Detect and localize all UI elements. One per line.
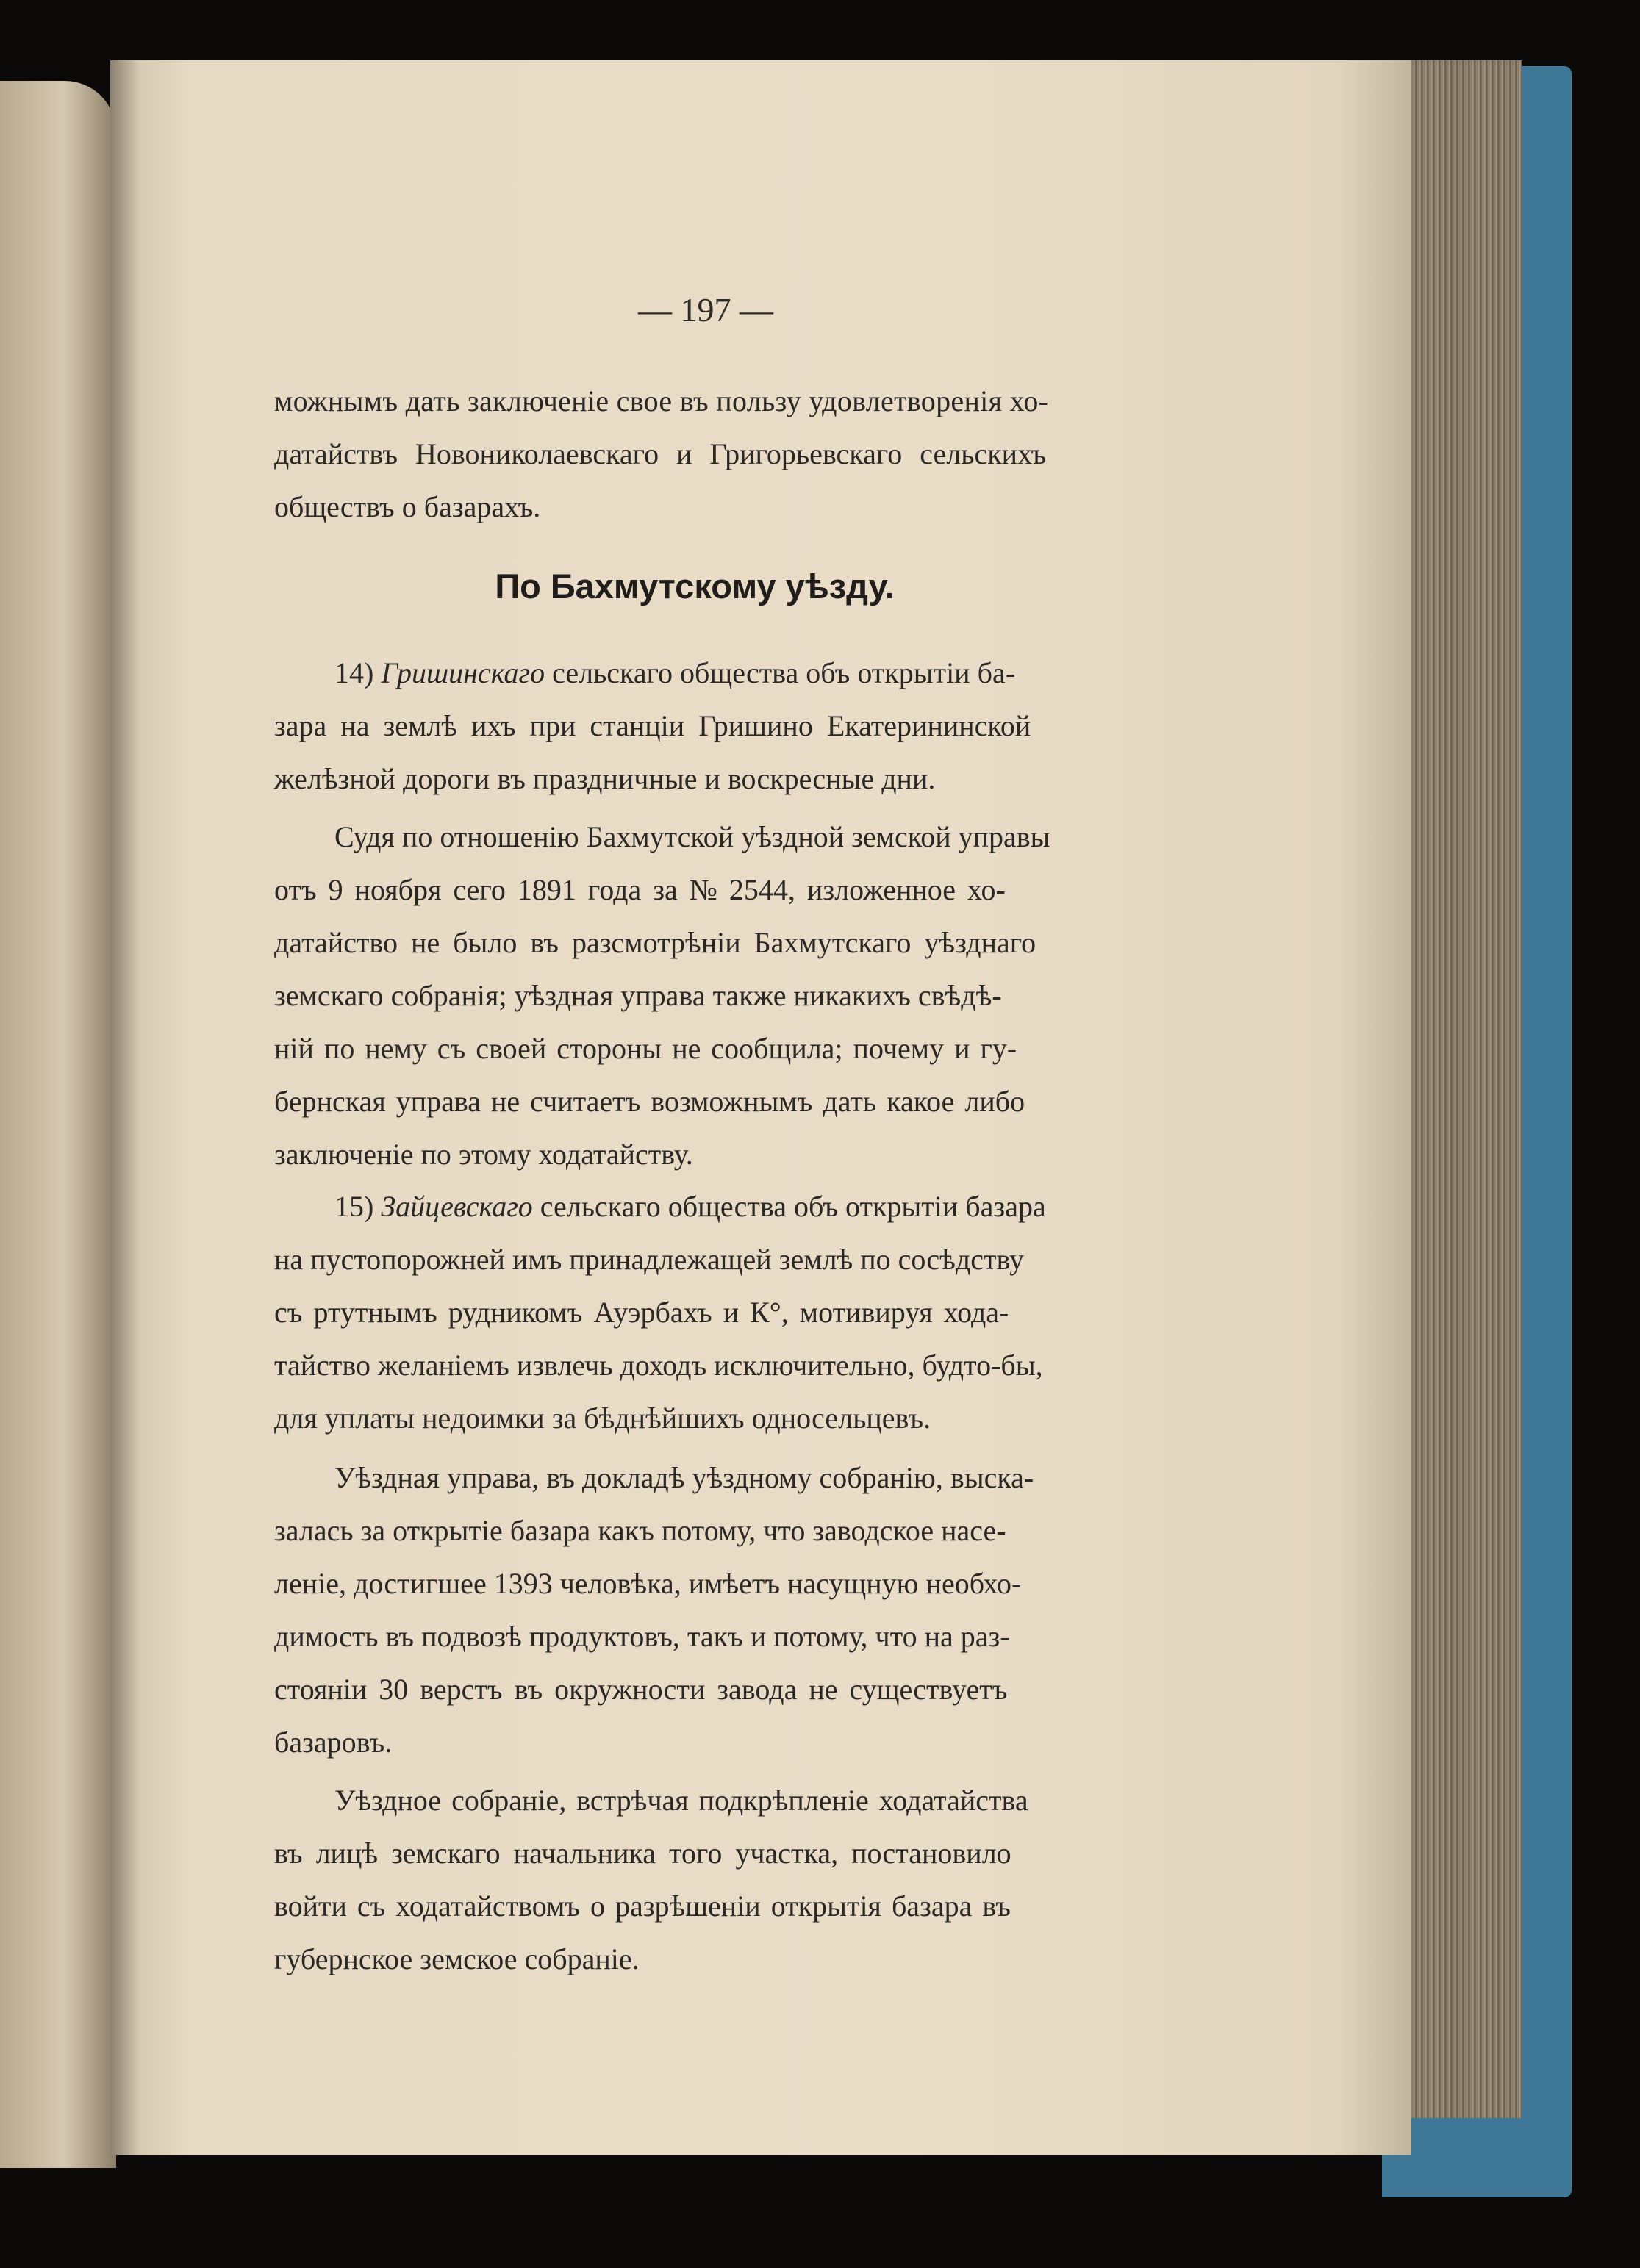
text-line: на пустопорожней имъ принадлежащей землѣ по сосѣдству — [274, 1243, 1024, 1276]
text-line: земскаго собранія; уѣздная управа также никакихъ свѣдѣ- — [274, 979, 1002, 1012]
text-line — [334, 647, 1015, 700]
text-line: войти съ ходатайствомъ о разрѣшеніи открытія базара въ — [274, 1890, 1011, 1923]
text-line: отъ 9 ноября сего 1891 года за № 2544, изложенное хо- — [274, 873, 1006, 906]
left-page-edge — [0, 81, 116, 2168]
paragraph-number: 15) — [334, 1190, 382, 1223]
community-name: Зайцевскаго — [381, 1190, 533, 1223]
text-line: датайствъ Новониколаевскаго и Григорьевскаго сельскихъ — [274, 437, 1047, 470]
text-line: Уѣздное собраніе, встрѣчая подкрѣпленіе ходатайства — [334, 1784, 1028, 1817]
text-line: заключеніе по этому ходатайству. — [274, 1138, 693, 1171]
text-line: базаровъ. — [274, 1726, 393, 1759]
text-line: обществъ о базарахъ. — [274, 490, 541, 523]
line-text: сельскаго общества объ открытіи базара — [532, 1190, 1046, 1223]
text-line: желѣзной дороги въ праздничные и воскресные дни. — [274, 762, 936, 795]
text-line: Судя по отношенію Бахмутской уѣздной земской управы — [334, 820, 1050, 853]
text-line: можнымъ дать заключеніе свое въ пользу удовлетворенія хо- — [274, 384, 1049, 417]
text-line: димость въ подвозѣ продуктовъ, такъ и потому, что на раз- — [274, 1620, 1010, 1653]
text-line: зара на землѣ ихъ при станціи Гришино Екатерининской — [274, 709, 1031, 742]
text-line — [334, 1180, 1046, 1233]
text-line: въ лицѣ земскаго начальника того участка, постановило — [274, 1837, 1011, 1870]
line-text: сельскаго общества объ открытіи ба- — [545, 656, 1016, 689]
gutter-shadow — [110, 60, 140, 2155]
community-name: Гришинскаго — [381, 656, 545, 689]
page-edges — [1400, 60, 1522, 2118]
text-line: стояніи 30 верстъ въ окружности завода не существуетъ — [274, 1673, 1008, 1706]
text-line: датайство не было въ разсмотрѣніи Бахмутскаго уѣзднаго — [274, 926, 1036, 959]
text-line: тайство желаніемъ извлечь доходъ исключительно, будто-бы, — [274, 1349, 1043, 1382]
text-line: леніе, достигшее 1393 человѣка, имѣетъ насущную необхо- — [274, 1567, 1022, 1600]
text-line: Уѣздная управа, въ докладѣ уѣздному собранію, выска- — [334, 1461, 1034, 1494]
page-number: — 197 — — [638, 291, 773, 329]
paragraph-number: 14) — [334, 656, 382, 689]
text-line: залась за открытіе базара какъ потому, что заводское насе- — [274, 1514, 1006, 1547]
text-line: бернская управа не считаетъ возможнымъ дать какое либо — [274, 1085, 1025, 1118]
text-line: съ ртутнымъ рудникомъ Ауэрбахъ и К°, мотивируя хода- — [274, 1296, 1009, 1329]
text-line: губернское земское собраніе. — [274, 1942, 640, 1975]
text-line: ній по нему съ своей стороны не сообщила; почему и гу- — [274, 1032, 1017, 1065]
section-title: По Бахмутскому уѣзду. — [495, 567, 895, 606]
text-line: для уплаты недоимки за бѣднѣйшихъ односельцевъ. — [274, 1402, 931, 1435]
